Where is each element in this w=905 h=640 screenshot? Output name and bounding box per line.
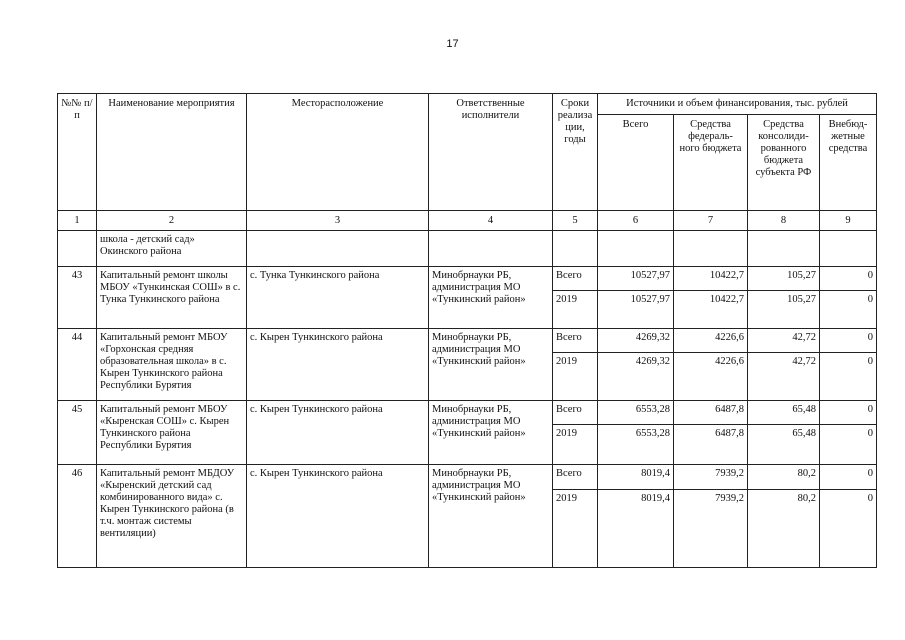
continuation-row — [58, 231, 877, 267]
period-federal: 7939,2 — [674, 465, 748, 490]
period-federal: 4226,6 — [674, 353, 748, 401]
row-location: с. Тунка Тункинского района — [247, 267, 429, 329]
period-term: 2019 — [553, 425, 598, 465]
period-federal: 10422,7 — [674, 291, 748, 329]
header-extrabudget: Внебюд- жетные средства — [820, 115, 877, 211]
period-consolidated: 42,72 — [748, 329, 820, 353]
row-num: 44 — [58, 329, 97, 401]
row-name: Капитальный ремонт МБОУ «Горхонская средняя образовательная школа» в с. Кырен Тункинского района Республики Бурятия — [97, 329, 247, 401]
period-extrabudget: 0 — [820, 425, 877, 465]
row-name: Капитальный ремонт МБОУ «Кыренская СОШ» с. Кырен Тункинского района Республики Бурятия — [97, 401, 247, 465]
header-name: Наименование мероприятия — [97, 94, 247, 211]
row-name: Капитальный ремонт школы МБОУ «Тункинская СОШ» в с. Тунка Тункинского района — [97, 267, 247, 329]
row-location: с. Кырен Тункинского района — [247, 465, 429, 568]
period-federal: 6487,8 — [674, 425, 748, 465]
period-consolidated: 105,27 — [748, 267, 820, 291]
period-extrabudget: 0 — [820, 329, 877, 353]
period-total: 4269,32 — [598, 329, 674, 353]
table-row — [58, 329, 877, 353]
row-num: 46 — [58, 465, 97, 568]
period-term: Всего — [553, 465, 598, 490]
period-term: Всего — [553, 329, 598, 353]
header-total: Всего — [598, 115, 674, 211]
period-term: 2019 — [553, 353, 598, 401]
period-extrabudget: 0 — [820, 291, 877, 329]
period-consolidated: 105,27 — [748, 291, 820, 329]
row-responsible: Минобрнауки РБ, администрация МО «Тункинский район» — [429, 465, 553, 568]
col-number: 3 — [247, 211, 429, 231]
col-number: 5 — [553, 211, 598, 231]
col-number: 8 — [748, 211, 820, 231]
period-total: 8019,4 — [598, 490, 674, 568]
table-row — [58, 267, 877, 291]
table-row — [58, 465, 877, 490]
period-total: 6553,28 — [598, 401, 674, 425]
row-num: 43 — [58, 267, 97, 329]
header-consolidated: Средства консолиди- рованного бюджета субъекта РФ — [748, 115, 820, 211]
column-number-row — [58, 211, 877, 231]
period-total: 10527,97 — [598, 267, 674, 291]
period-consolidated: 42,72 — [748, 353, 820, 401]
row-location: с. Кырен Тункинского района — [247, 401, 429, 465]
period-federal: 6487,8 — [674, 401, 748, 425]
row-name: Капитальный ремонт МБДОУ «Кыренский детский сад комбинированного вида» с. Кырен Тункинского района (в т.ч. монтаж системы вентиляции) — [97, 465, 247, 568]
col-number: 4 — [429, 211, 553, 231]
row-num: 45 — [58, 401, 97, 465]
header-num: №№ п/п — [58, 94, 97, 211]
period-consolidated: 80,2 — [748, 490, 820, 568]
col-number: 9 — [820, 211, 877, 231]
period-federal: 7939,2 — [674, 490, 748, 568]
header-federal: Средства федераль- ного бюджета — [674, 115, 748, 211]
period-total: 10527,97 — [598, 291, 674, 329]
header-sources: Источники и объем финансирования, тыс. рублей — [598, 94, 877, 115]
row-location: с. Кырен Тункинского района — [247, 329, 429, 401]
header-location: Месторасположение — [247, 94, 429, 211]
period-term: Всего — [553, 401, 598, 425]
table-row — [58, 401, 877, 425]
continuation-name: школа - детский сад» Окинского района — [97, 231, 247, 267]
period-federal: 4226,6 — [674, 329, 748, 353]
period-consolidated: 65,48 — [748, 425, 820, 465]
header-terms: Сроки реализа ции, годы — [553, 94, 598, 211]
funding-table — [57, 93, 877, 568]
period-extrabudget: 0 — [820, 267, 877, 291]
period-extrabudget: 0 — [820, 401, 877, 425]
row-responsible: Минобрнауки РБ, администрация МО «Тункинский район» — [429, 401, 553, 465]
period-term: 2019 — [553, 291, 598, 329]
period-extrabudget: 0 — [820, 353, 877, 401]
period-extrabudget: 0 — [820, 490, 877, 568]
col-number: 7 — [674, 211, 748, 231]
col-number: 1 — [58, 211, 97, 231]
period-consolidated: 65,48 — [748, 401, 820, 425]
period-term: Всего — [553, 267, 598, 291]
row-responsible: Минобрнауки РБ, администрация МО «Тункинский район» — [429, 329, 553, 401]
period-federal: 10422,7 — [674, 267, 748, 291]
period-total: 6553,28 — [598, 425, 674, 465]
header-responsible: Ответственные исполнители — [429, 94, 553, 211]
period-total: 4269,32 — [598, 353, 674, 401]
period-total: 8019,4 — [598, 465, 674, 490]
period-extrabudget: 0 — [820, 465, 877, 490]
col-number: 2 — [97, 211, 247, 231]
row-responsible: Минобрнауки РБ, администрация МО «Тункинский район» — [429, 267, 553, 329]
page-number: 17 — [446, 38, 459, 50]
period-term: 2019 — [553, 490, 598, 568]
col-number: 6 — [598, 211, 674, 231]
period-consolidated: 80,2 — [748, 465, 820, 490]
